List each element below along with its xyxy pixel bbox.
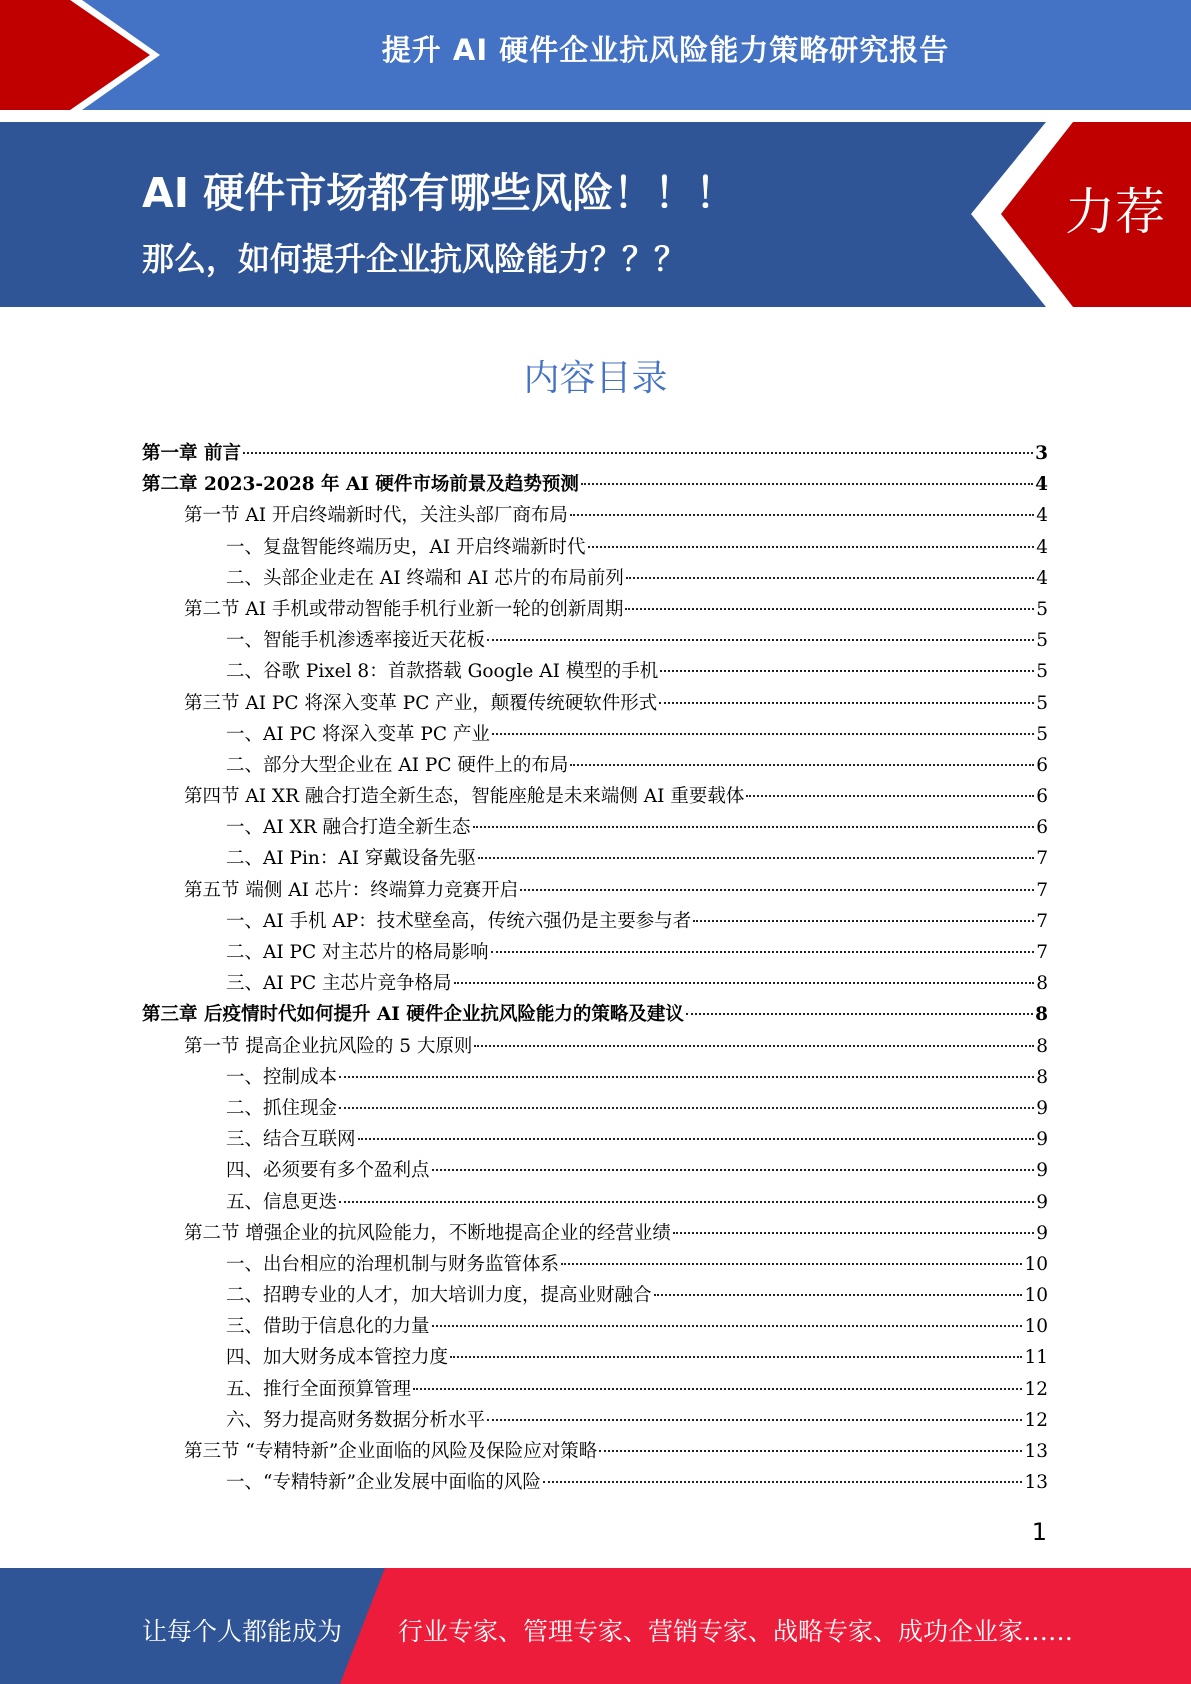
toc-entry[interactable] bbox=[142, 1155, 1048, 1186]
toc-leader-dots bbox=[693, 920, 1034, 922]
toc-entry[interactable] bbox=[142, 781, 1048, 812]
toc-leader-dots bbox=[491, 951, 1035, 953]
toc-entry-page: 12 bbox=[1024, 1409, 1048, 1431]
toc-entry-page: 6 bbox=[1036, 786, 1048, 808]
toc-entry-title: 第三章 后疫情时代如何提升 AI 硬件企业抗风险能力的策略及建议 bbox=[142, 1004, 684, 1026]
toc-entry-title: 一、复盘智能终端历史，AI 开启终端新时代 bbox=[226, 536, 586, 558]
toc-entry-title: 第一节 AI 开启终端新时代，关注头部厂商布局 bbox=[184, 505, 568, 527]
toc-entry-page: 5 bbox=[1036, 723, 1048, 745]
toc-leader-dots bbox=[625, 608, 1034, 610]
toc-entry-page: 9 bbox=[1036, 1191, 1048, 1213]
toc-entry[interactable] bbox=[142, 500, 1048, 531]
toc-entry[interactable] bbox=[142, 1280, 1048, 1311]
toc-entry-title: 四、加大财务成本管控力度 bbox=[226, 1347, 449, 1369]
toc-entry[interactable] bbox=[142, 968, 1048, 999]
toc-leader-dots bbox=[520, 889, 1034, 891]
toc-entry-title: 第四节 AI XR 融合打造全新生态，智能座舱是未来端侧 AI 重要载体 bbox=[184, 786, 745, 808]
toc-leader-dots bbox=[660, 670, 1034, 672]
toc-leader-dots bbox=[243, 452, 1033, 454]
toc-entry[interactable] bbox=[142, 1405, 1048, 1436]
toc-entry-page: 9 bbox=[1036, 1222, 1048, 1244]
toc-entry-title: 二、部分大型企业在 AI PC 硬件上的布局 bbox=[226, 754, 569, 776]
toc-entry-page: 7 bbox=[1036, 879, 1048, 901]
toc-entry-title: 第二节 AI 手机或带动智能手机行业新一轮的创新周期 bbox=[184, 598, 624, 620]
toc-entry[interactable] bbox=[142, 1218, 1048, 1249]
toc-entry-title: 一、控制成本 bbox=[226, 1066, 338, 1088]
toc-entry[interactable] bbox=[142, 1311, 1048, 1342]
toc-leader-dots bbox=[478, 857, 1034, 859]
toc-entry-page: 5 bbox=[1036, 598, 1048, 620]
toc-entry[interactable] bbox=[142, 656, 1048, 687]
toc-entry[interactable] bbox=[142, 843, 1048, 874]
toc-leader-dots bbox=[543, 1481, 1023, 1483]
toc-entry[interactable] bbox=[142, 688, 1048, 719]
toc-leader-dots bbox=[626, 577, 1034, 579]
toc-entry-page: 4 bbox=[1036, 536, 1048, 558]
toc-entry-page: 9 bbox=[1036, 1097, 1048, 1119]
toc-entry-page: 5 bbox=[1036, 630, 1048, 652]
toc-entry[interactable] bbox=[142, 1342, 1048, 1373]
toc-entry[interactable] bbox=[142, 469, 1048, 500]
toc-entry-page: 5 bbox=[1036, 692, 1048, 714]
toc-entry[interactable] bbox=[142, 812, 1048, 843]
toc-entry[interactable] bbox=[142, 875, 1048, 906]
toc-entry-title: 第五节 端侧 AI 芯片：终端算力竞赛开启 bbox=[184, 879, 519, 901]
toc-entry-title: 一、“专精特新”企业发展中面临的风险 bbox=[226, 1472, 541, 1494]
toc-entry-title: 四、必须要有多个盈利点 bbox=[226, 1160, 430, 1182]
toc-entry-page: 6 bbox=[1036, 754, 1048, 776]
toc-leader-dots bbox=[432, 1169, 1035, 1171]
toc-entry[interactable] bbox=[142, 532, 1048, 563]
toc-entry-page: 4 bbox=[1036, 505, 1048, 527]
toc-leader-dots bbox=[673, 1232, 1034, 1234]
toc-entry-page: 4 bbox=[1036, 567, 1048, 589]
toc-leader-dots bbox=[561, 1263, 1022, 1265]
toc-entry[interactable] bbox=[142, 1436, 1048, 1467]
toc-entry[interactable] bbox=[142, 937, 1048, 968]
toc-leader-dots bbox=[450, 1356, 1022, 1358]
toc-leader-dots bbox=[358, 1138, 1035, 1140]
toc-entry-title: 一、出台相应的治理机制与财务监管体系 bbox=[226, 1253, 560, 1275]
toc-leader-dots bbox=[339, 1107, 1034, 1109]
toc-entry-title: 第三节 AI PC 将深入变革 PC 产业，颠覆传统硬软件形式 bbox=[184, 692, 658, 714]
toc-entry-title: 五、推行全面预算管理 bbox=[226, 1378, 412, 1400]
toc-entry-title: 第二节 增强企业的抗风险能力，不断地提高企业的经营业绩 bbox=[184, 1222, 671, 1244]
toc-entry-title: 第一章 前言 bbox=[142, 443, 241, 464]
toc-entry[interactable] bbox=[142, 1031, 1048, 1062]
toc-entry-title: 一、AI PC 将深入变革 PC 产业 bbox=[226, 723, 490, 745]
toc-leader-dots bbox=[654, 1294, 1023, 1296]
toc-entry-page: 12 bbox=[1024, 1378, 1048, 1400]
toc-entry[interactable] bbox=[142, 719, 1048, 750]
toc-entry[interactable] bbox=[142, 594, 1048, 625]
toc-entry[interactable] bbox=[142, 625, 1048, 656]
toc-entry-page: 5 bbox=[1036, 661, 1048, 683]
toc-entry-page: 8 bbox=[1036, 1035, 1048, 1057]
toc-leader-dots bbox=[599, 1450, 1022, 1452]
toc-entry-page: 9 bbox=[1036, 1160, 1048, 1182]
toc-entry-title: 三、结合互联网 bbox=[226, 1129, 356, 1151]
toc-entry[interactable] bbox=[142, 750, 1048, 781]
toc-entry-page: 8 bbox=[1035, 1004, 1048, 1026]
toc-entry-page: 8 bbox=[1036, 1066, 1048, 1088]
hero-banner bbox=[0, 122, 1191, 307]
toc-leader-dots bbox=[570, 764, 1034, 766]
toc-entry-page: 13 bbox=[1024, 1472, 1048, 1494]
toc-entry-title: 第三节 “专精特新”企业面临的风险及保险应对策略 bbox=[184, 1441, 598, 1462]
toc-leader-dots bbox=[473, 826, 1035, 828]
toc-entry-page: 6 bbox=[1036, 817, 1048, 839]
toc-entry-page: 7 bbox=[1036, 942, 1048, 963]
toc-leader-dots bbox=[487, 1419, 1022, 1421]
toc-entry-title: 二、AI PC 对主芯片的格局影响 bbox=[226, 942, 489, 963]
footer-slogan-left: 让每个人都能成为 bbox=[142, 1617, 343, 1646]
report-title: 提升 AI 硬件企业抗风险能力策略研究报告 bbox=[381, 33, 950, 67]
toc-entry-title: 六、努力提高财务数据分析水平 bbox=[226, 1409, 486, 1431]
footer-slogan-right: 行业专家、管理专家、营销专家、战略专家、成功企业家…… bbox=[398, 1617, 1074, 1646]
toc-leader-dots bbox=[474, 1045, 1034, 1047]
toc-entry[interactable] bbox=[142, 1374, 1048, 1405]
toc-entry[interactable] bbox=[142, 1187, 1048, 1218]
toc-entry-title: 一、智能手机渗透率接近天花板 bbox=[226, 630, 486, 652]
toc-entry-title: 五、信息更迭 bbox=[226, 1191, 338, 1213]
toc-entry[interactable] bbox=[142, 906, 1048, 937]
toc-leader-dots bbox=[413, 1388, 1022, 1390]
toc-entry-title: 二、谷歌 Pixel 8：首款搭载 Google AI 模型的手机 bbox=[226, 661, 659, 683]
toc-entry[interactable] bbox=[142, 1093, 1048, 1124]
toc-leader-dots bbox=[339, 1076, 1034, 1078]
toc-leader-dots bbox=[487, 639, 1034, 641]
toc-entry-title: 二、招聘专业的人才，加大培训力度，提高业财融合 bbox=[226, 1285, 652, 1307]
toc-entry-title: 第一节 提高企业抗风险的 5 大原则 bbox=[184, 1035, 473, 1057]
header-band bbox=[0, 0, 1191, 110]
hero-headline: AI 硬件市场都有哪些风险！！！ bbox=[142, 169, 737, 217]
recommend-badge-text: 力荐 bbox=[1065, 183, 1165, 241]
page-number: 1 bbox=[1031, 1518, 1047, 1546]
toc-entry-page: 10 bbox=[1024, 1253, 1048, 1275]
toc-entry-title: 二、头部企业走在 AI 终端和 AI 芯片的布局前列 bbox=[226, 567, 624, 589]
toc-entry-title: 一、AI 手机 AP：技术壁垒高，传统六强仍是主要参与者 bbox=[226, 910, 692, 932]
toc-entry[interactable] bbox=[142, 438, 1048, 469]
toc-entry-title: 三、借助于信息化的力量 bbox=[226, 1316, 430, 1338]
toc-entry-page: 4 bbox=[1035, 474, 1048, 496]
table-of-contents bbox=[142, 438, 1048, 1498]
toc-entry-title: 第二章 2023-2028 年 AI 硬件市场前景及趋势预测 bbox=[142, 474, 579, 496]
toc-entry-title: 二、抓住现金 bbox=[226, 1097, 338, 1119]
toc-leader-dots bbox=[581, 483, 1033, 485]
toc-entry-page: 13 bbox=[1024, 1441, 1048, 1462]
toc-entry-page: 10 bbox=[1024, 1285, 1048, 1307]
toc-entry-title: 一、AI XR 融合打造全新生态 bbox=[226, 817, 471, 839]
toc-leader-dots bbox=[339, 1201, 1034, 1203]
toc-entry-page: 7 bbox=[1036, 910, 1048, 932]
toc-leader-dots bbox=[686, 1013, 1033, 1015]
toc-entry[interactable] bbox=[142, 999, 1048, 1030]
toc-entry[interactable] bbox=[142, 1062, 1048, 1093]
toc-entry[interactable] bbox=[142, 1249, 1048, 1280]
toc-entry-page: 8 bbox=[1036, 973, 1048, 995]
toc-leader-dots bbox=[570, 514, 1034, 516]
toc-leader-dots bbox=[492, 733, 1034, 735]
toc-leader-dots bbox=[659, 702, 1034, 704]
toc-entry-title: 二、AI Pin：AI 穿戴设备先驱 bbox=[226, 848, 476, 870]
toc-title: 内容目录 bbox=[523, 358, 668, 399]
toc-entry[interactable] bbox=[142, 563, 1048, 594]
toc-leader-dots bbox=[432, 1325, 1023, 1327]
toc-entry[interactable] bbox=[142, 1124, 1048, 1155]
toc-entry-page: 7 bbox=[1036, 848, 1048, 870]
toc-entry-page: 10 bbox=[1024, 1316, 1048, 1338]
toc-entry-page: 3 bbox=[1035, 443, 1048, 464]
toc-entry-page: 11 bbox=[1024, 1347, 1048, 1369]
toc-entry-title: 三、AI PC 主芯片竞争格局 bbox=[226, 973, 452, 995]
red-arrow-icon bbox=[0, 0, 150, 110]
toc-entry[interactable] bbox=[142, 1467, 1048, 1498]
hero-subheadline: 那么，如何提升企业抗风险能力？？？ bbox=[142, 240, 687, 278]
toc-leader-dots bbox=[454, 982, 1035, 984]
toc-leader-dots bbox=[746, 795, 1034, 797]
toc-entry-page: 9 bbox=[1036, 1129, 1048, 1151]
toc-leader-dots bbox=[588, 546, 1035, 548]
